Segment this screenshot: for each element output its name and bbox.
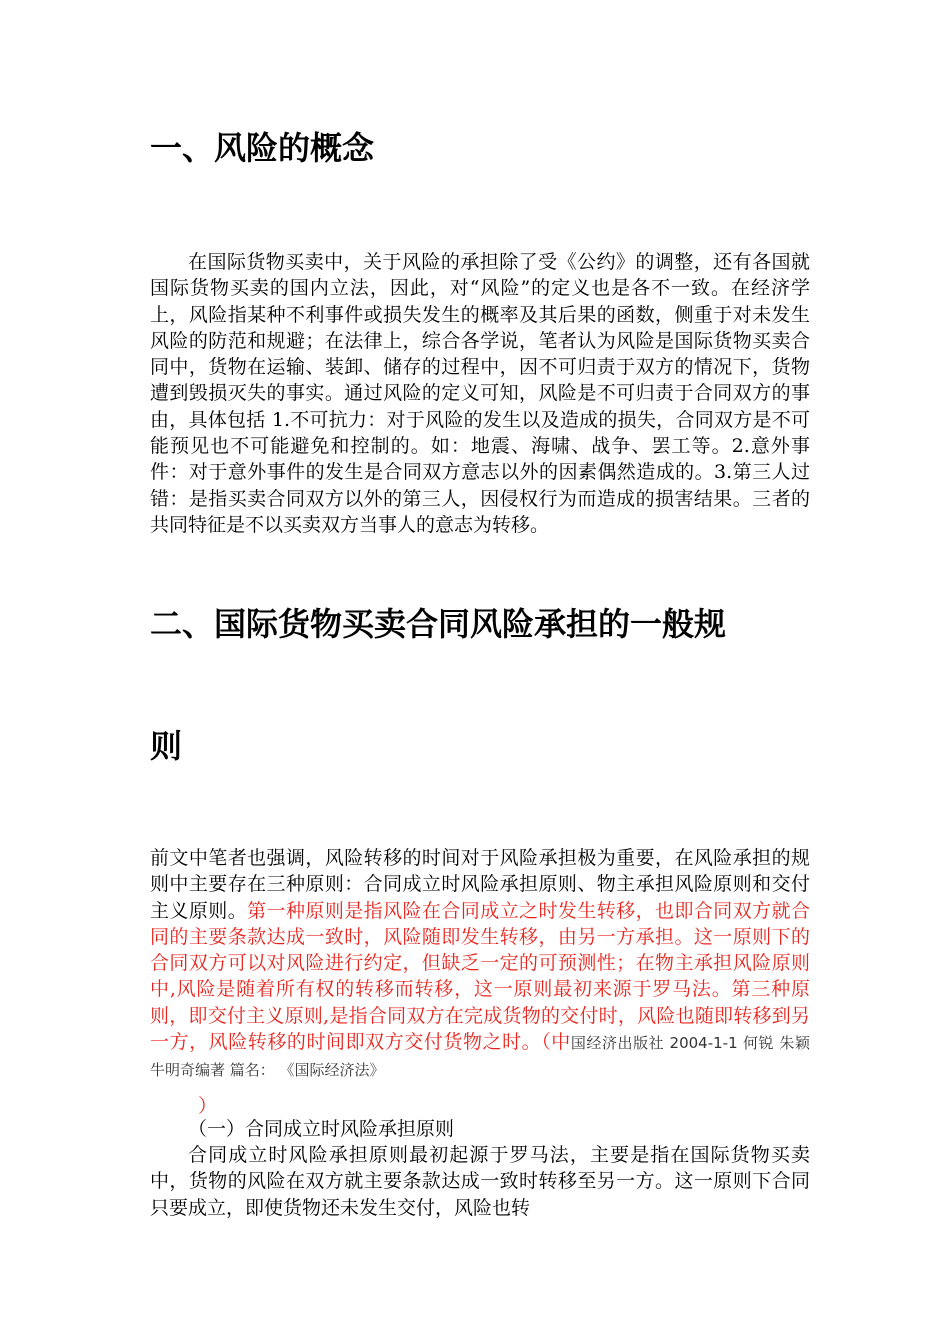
section-2-heading-line-2: 则 bbox=[150, 727, 183, 765]
section-1-heading: 一、风险的概念 bbox=[150, 129, 375, 167]
paragraph-black-text: 前文中笔者也强调，风险转移的时间对于风险承担极为重要，在风险承担的规则中主要存在三种原则：合同成立时风险承担原则、物主承担风险原则和交付主义原则。 bbox=[150, 847, 810, 922]
paragraph-red-text: 第一种原则是指风险在合同成立之时发生转移，也即合同双方就合同的主要条款达成一致时，风险随即发生转移，由另一方承担。这一原则下的合同双方可以对风险进行约定，但缺乏一定的可预测性；在物主承担风险原则中,风险是随着所有权的转移而转移，这一原则最初来源于罗马法。第三种原则，即交付主义原则,是指合同双方在完成货物的交付时，风险也随即转移到另一方，风险转移的时间即双方交付货物之时。 bbox=[150, 899, 810, 1054]
section-2-heading-line-1: 二、国际货物买卖合同风险承担的一般规 bbox=[150, 605, 727, 643]
subsection-paragraph: 合同成立时风险承担原则最初起源于罗马法，主要是指在国际货物买卖中，货物的风险在双方就主要条款达成一致时转移至另一方。这一原则下合同只要成立，即使货物还未发生交付，风险也转 bbox=[150, 1144, 810, 1219]
citation-open: （中 bbox=[541, 1031, 571, 1054]
citation-close: ） bbox=[198, 1095, 218, 1117]
citation-text: 国经济出版社 2004-1-1 何锐 朱颖 牛明奇编著 篇名： 《国际经济法》 bbox=[150, 1034, 810, 1080]
section-2-paragraph bbox=[150, 845, 810, 1084]
section-1-paragraph: 在国际货物买卖中，关于风险的承担除了受《公约》的调整，还有各国就国际货物买卖的国内立法，因此，对“风险”的定义也是各不一致。在经济学上，风险指某种不利事件或损失发生的概率及其后果的函数，侧重于对未发生风险的防范和规避；在法律上，综合各学说，笔者认为风险是国际货物买卖合同中，货物在运输、装卸、储存的过程中，因不可归责于双方的情况下，货物遭到毁损灭失的事实。通过风险的定义可知，风险是不可归责于合同双方的事由，具体包括 1.不可抗力：对于风险的发生以及造成的损失，合同双方是不可能预见也不可能避免和控制的。如：地震、海啸、战争、罢工等。2.意外事件：对于意外事件的发生是合同双方意志以外的因素偶然造成的。3.第三人过错：是指买卖合同双方以外的第三人，因侵权行为而造成的损害结果。三者的共同特征是不以买卖双方当事人的意志为转移。 bbox=[150, 251, 810, 536]
subsection-heading: （一）合同成立时风险承担原则 bbox=[188, 1118, 455, 1140]
